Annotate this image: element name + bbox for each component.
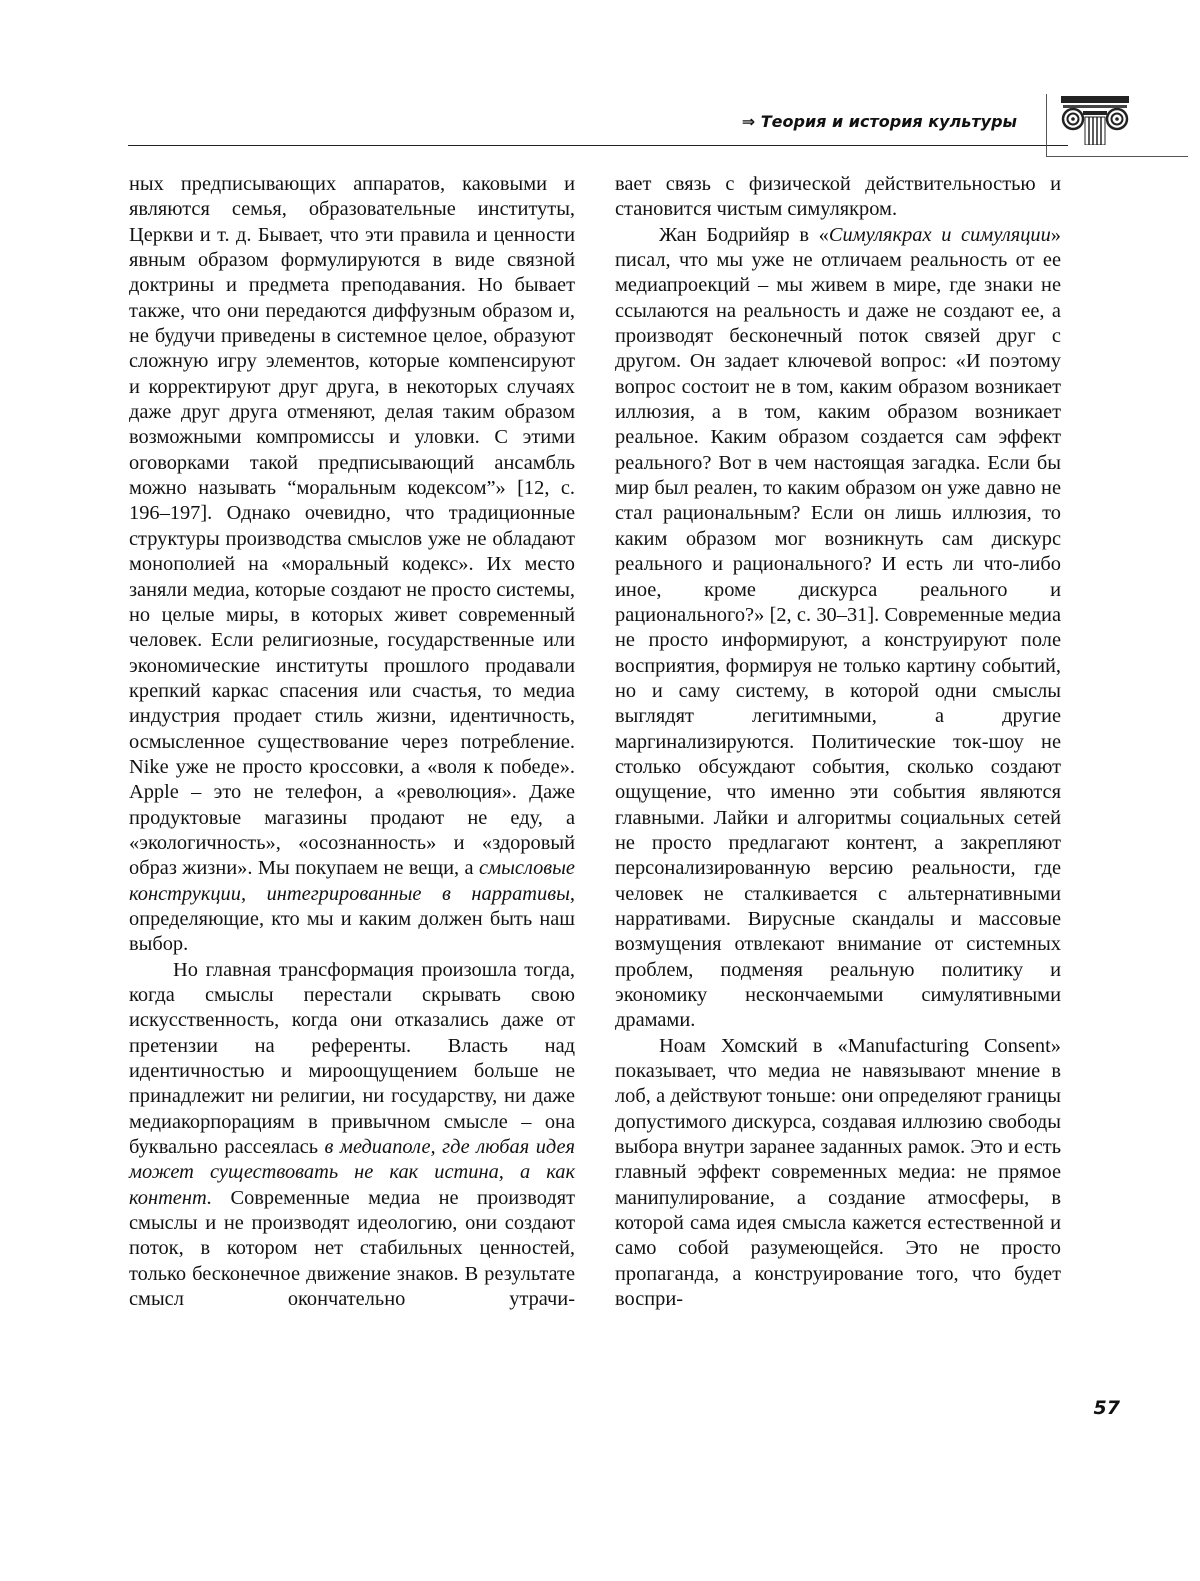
page-number: 57 (1093, 1397, 1120, 1419)
left-paragraph-1: ных предписывающих аппаратов, каковыми и являются семья, образовательные институты, Церкви и т. д. Бывает, что эти правила и ценности явным образом формулируются в виде связной доктрины и предмета преподавания. Но бывает также, что они передаются диффузным образом и, не будучи приведены в системное целое, образуют сложную игру элементов, которые компенсируют и корректируют друг друга, в некоторых случаях даже друг друга отменяют, делая таким образом возможными компромиссы и уловки. С этими оговорками такой предписывающий ансамбль можно называть “моральным кодексом”» [12, с. 196–197]. Однако очевидно, что традиционные структуры производства смыслов уже не обладают монополией на «моральный кодекс». Их место заняли медиа, которые создают не просто системы, но целые миры, в которых живет современный человек. Если религиозные, государственные или экономические институты прошлого продавали крепкий каркас спасения или счастья, то медиа индустрия продает стиль жизни, идентичность, осмысленное существование через потребление. Nike уже не просто кроссовки, а «воля к победе». Apple – это не телефон, а «революция». Даже продуктовые магазины продают не еду, а «экологичность», «осознанность» и «здоровый образ жизни». Мы покупаем не вещи, а смысловые конструкции, интегрированные в нарративы, определяющие, кто мы и каким должен быть наш выбор. (129, 173, 575, 956)
header-rule (128, 145, 1068, 146)
ionic-column-icon (1059, 95, 1131, 145)
right-paragraph-3: Ноам Хомский в «Manufacturing Consent» показывает, что медиа не навязывают мнение в лоб, а действуют тоньше: они определяют границы допустимого дискурса, создавая иллюзию свободы выбора внутри заранее заданных рамок. Это и есть главный эффект современных медиа: не прямое манипулирование, а создание атмосферы, в которой сама идея смысла кажется естественной и само собой разумеющейся. Это не просто пропаганда, а конструирование того, что будет воспри- (615, 1034, 1061, 1311)
right-column (615, 172, 1061, 1312)
header-frame-horizontal (1046, 156, 1188, 157)
header-frame-vertical (1046, 94, 1047, 156)
running-title: ⇒ Теория и история культуры (741, 112, 1017, 131)
right-paragraph-1: вает связь с физической действительностью и становится чистым симулякром. (615, 173, 1061, 221)
right-paragraph-2: Жан Бодрийяр в «Симулякрах и симуляции» писал, что мы уже не отличаем реальность от ее медиапроекций – мы живем в мире, где знаки не ссылаются на реальность и даже не создают ее, а производят бесконечный поток связей друг с другом. Он задает ключевой вопрос: «И поэтому вопрос состоит не в том, каким образом возникает иллюзия, а в том, каким образом возникает реальное. Каким образом создается сам эффект реального? Вот в чем настоящая загадка. Если бы мир был реален, то каким образом он уже давно не стал рациональным? Если он лишь иллюзия, то каким образом мог возникнуть сам дискурс реального и рационального? И есть ли что-либо иное, кроме дискурса реального и рационального?» [2, с. 30–31]. Современные медиа не просто информируют, а конструируют поле восприятия, формируя не только картину событий, но и саму систему, в которой одни смыслы выглядят легитимными, а другие маргинализируются. Политические ток-шоу не столько обсуждают события, сколько создают ощущение, что именно эти события являются главными. Лайки и алгоритмы социальных сетей не просто предлагают контент, а закрепляют персонализированную версию реальности, где человек не сталкивается с альтернативными нарративами. Вирусные скандалы и массовые возмущения отвлекают внимание от системных проблем, подменяя реальную политику и экономику нескончаемыми симулятивными драмами. (615, 223, 1061, 1032)
left-column (129, 172, 575, 1312)
left-paragraph-2: Но главная трансформация произошла тогда, когда смыслы перестали скрывать свою искусственность, когда они отказались даже от претензии на референты. Власть над идентичностью и мироощущением больше не принадлежит ни религии, ни государству, ни даже медиакорпорациям в привычном смысле – она буквально рассеялась в медиаполе, где любая идея может существовать не как истина, а как контент. Современные медиа не производят смыслы и не производят идеологию, они создают поток, в котором нет стабильных ценностей, только бесконечное движение знаков. В результате смысл окончательно утрачи- (129, 958, 576, 1311)
